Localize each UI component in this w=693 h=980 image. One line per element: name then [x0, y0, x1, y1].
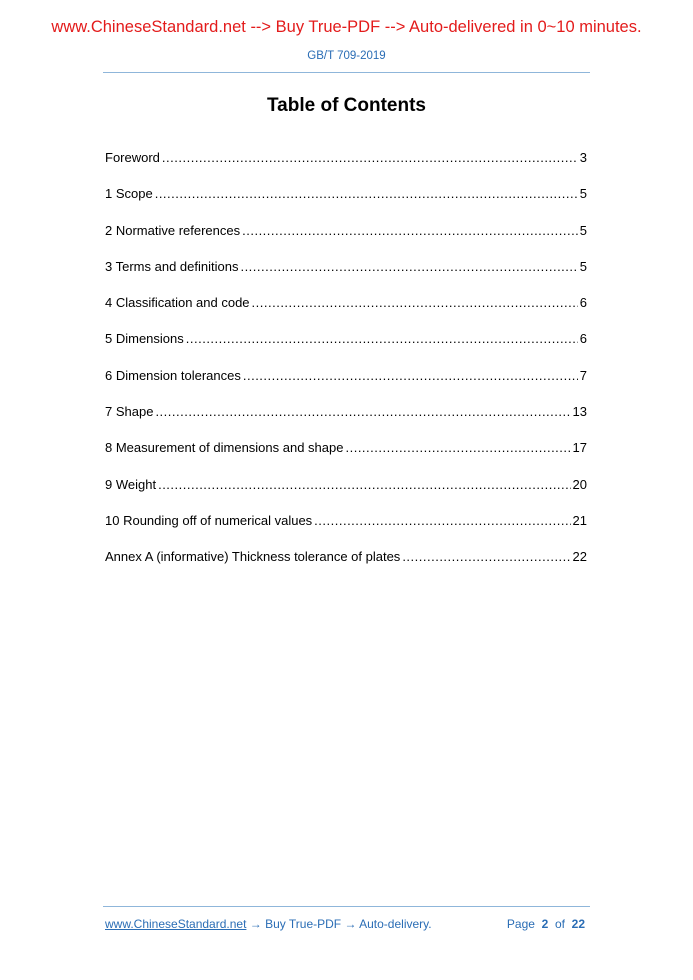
toc-entry-page: 3: [579, 150, 587, 165]
page-title: Table of Contents: [266, 95, 427, 116]
toc-leader-dots: [158, 477, 570, 492]
toc-leader-dots: [240, 259, 577, 274]
toc-entry[interactable]: [105, 259, 587, 295]
toc-entry[interactable]: [105, 368, 587, 404]
of-word: of: [554, 917, 565, 931]
toc-leader-dots: [155, 186, 578, 201]
toc-entry-page: 5: [579, 258, 587, 274]
top-banner[interactable]: www.ChineseStandard.net --> Buy True-PDF --> Auto-delivered in 0~10 minutes.: [51, 18, 642, 36]
toc-leader-dots: [242, 223, 578, 238]
toc-entry-page: 7: [579, 367, 587, 383]
standard-code: GB/T 709-2019: [307, 50, 386, 62]
current-page: 2: [541, 917, 549, 931]
toc-entry[interactable]: [105, 150, 587, 186]
page-footer: [105, 917, 585, 931]
toc-entry-label: 1 Scope: [105, 186, 153, 202]
toc-entry-page: 6: [579, 331, 587, 347]
toc-entry-label: 9 Weight: [105, 476, 157, 492]
toc-entry[interactable]: [105, 331, 587, 367]
toc-entry-label: 7 Shape: [105, 404, 154, 420]
toc-entry-page: 5: [579, 186, 587, 202]
toc-leader-dots: [402, 549, 570, 564]
toc-entry[interactable]: [105, 477, 587, 513]
toc-entry-label: 3 Terms and definitions: [105, 258, 239, 274]
toc-entry-label: 2 Normative references: [105, 222, 241, 238]
arrow-right-icon: →: [249, 917, 262, 931]
toc-entry-page: 17: [572, 440, 587, 456]
toc-entry-label: 8 Measurement of dimensions and shape: [105, 440, 344, 456]
toc-entry[interactable]: [105, 186, 587, 222]
toc-leader-dots: [155, 404, 570, 419]
toc-entry-label: 5 Dimensions: [105, 331, 184, 347]
footer-delivery-text: Auto-delivery.: [356, 917, 432, 931]
toc-leader-dots: [186, 331, 578, 346]
toc-entry[interactable]: [105, 223, 587, 259]
toc-entry[interactable]: [105, 404, 587, 440]
toc-entry-label: Foreword: [105, 150, 160, 165]
toc-entry-page: 5: [579, 222, 587, 238]
toc-list: [105, 150, 587, 586]
toc-leader-dots: [345, 440, 570, 455]
page-word: Page: [506, 917, 535, 931]
toc-entry-page: 6: [579, 295, 587, 311]
toc-entry-label: 4 Classification and code: [105, 295, 250, 311]
header-divider: [103, 72, 590, 73]
toc-leader-dots: [314, 513, 570, 528]
toc-entry[interactable]: [105, 440, 587, 476]
toc-entry[interactable]: [105, 549, 587, 585]
toc-entry-page: 13: [572, 404, 587, 420]
toc-entry-page: 21: [572, 512, 587, 528]
toc-leader-dots: [162, 150, 578, 165]
page-number: [507, 917, 585, 931]
toc-leader-dots: [243, 368, 578, 383]
footer-site-link[interactable]: www.ChineseStandard.net: [105, 917, 247, 931]
toc-entry-page: 20: [572, 476, 587, 492]
footer-divider: [103, 906, 590, 907]
footer-buy-text: Buy True-PDF: [261, 917, 345, 931]
toc-entry[interactable]: [105, 513, 587, 549]
total-pages: 22: [571, 917, 585, 931]
toc-entry-label: Annex A (informative) Thickness tolerance of plates: [105, 549, 401, 565]
toc-entry-label: 10 Rounding off of numerical values: [105, 512, 313, 528]
toc-entry-label: 6 Dimension tolerances: [105, 367, 241, 383]
toc-entry-page: 22: [572, 549, 587, 565]
toc-leader-dots: [252, 295, 578, 310]
footer-promo: [105, 917, 432, 931]
toc-entry[interactable]: [105, 295, 587, 331]
arrow-right-icon: →: [344, 917, 357, 931]
